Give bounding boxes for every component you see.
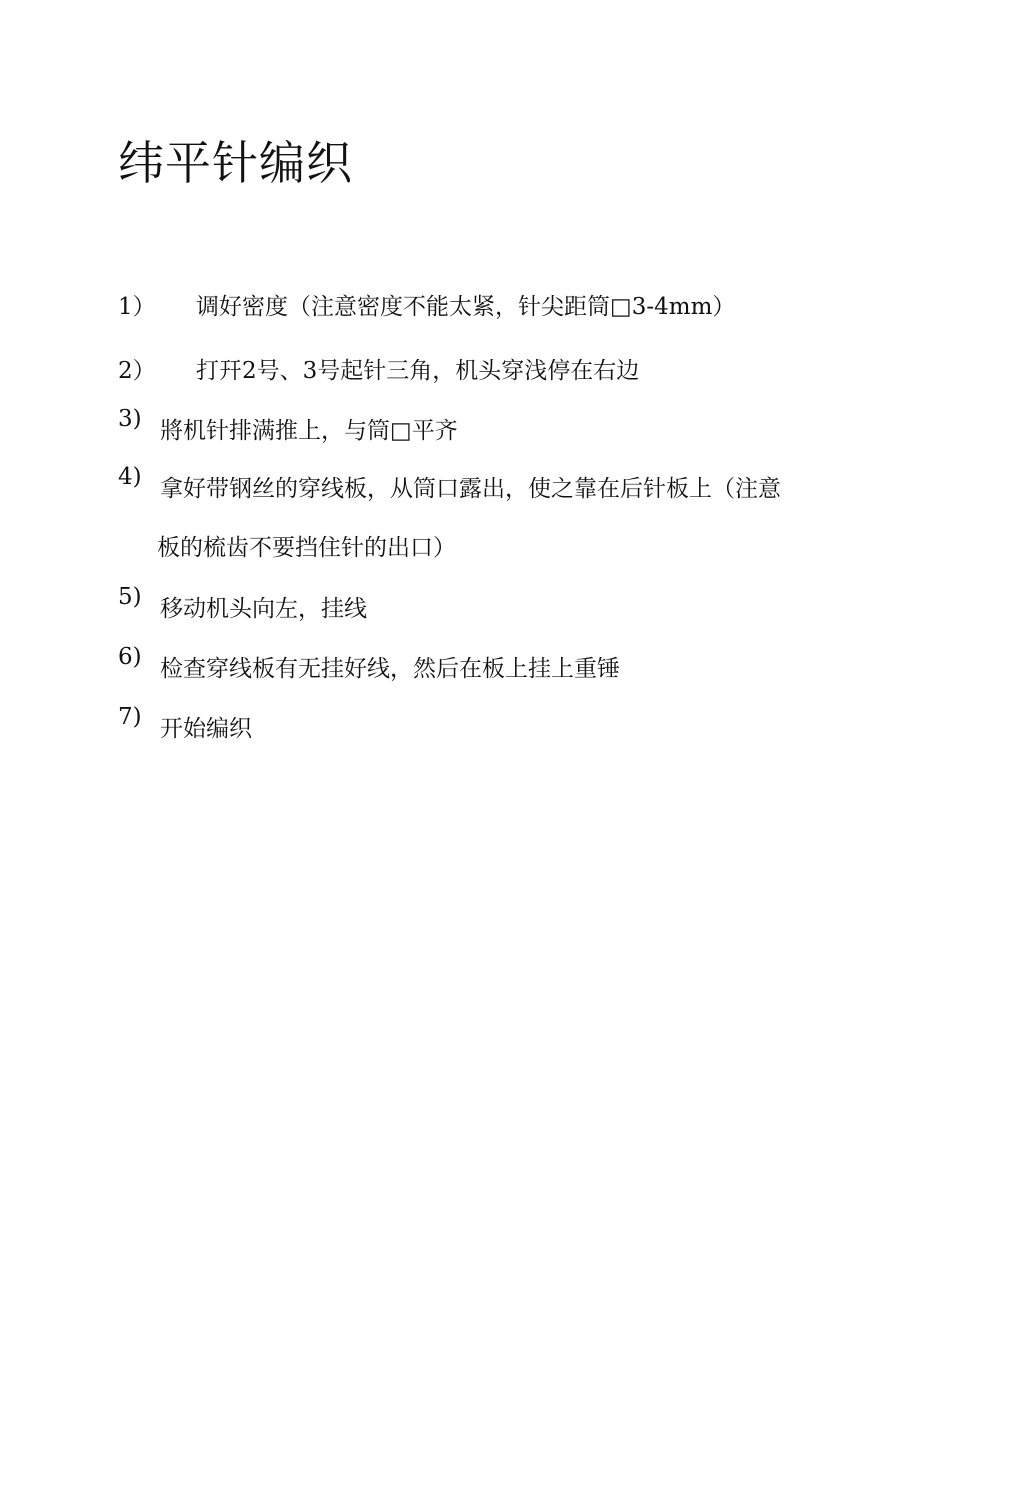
step-number: 6) xyxy=(118,644,142,670)
step-item-3 xyxy=(0,408,1024,448)
step-number: 1） xyxy=(118,294,156,320)
step-text: 检查穿线板有无挂好线，然后在板上挂上重锤 xyxy=(160,656,620,682)
step-item-1 xyxy=(0,296,1024,336)
step-item-4 xyxy=(0,466,1024,506)
step-text: 打幵2号、3号起针三角，机头穿浅停在右边 xyxy=(196,358,640,384)
document-title: 纬平针编织 xyxy=(118,136,353,190)
step-item-5 xyxy=(0,586,1024,626)
step-text: 拿好带钢丝的穿线板，从筒口露出，使之靠在后针板上（注意 xyxy=(160,476,781,502)
step-text-continuation: 板的梳齿不要挡住针的出口） xyxy=(157,535,456,561)
step-text: 开始编织 xyxy=(160,716,252,742)
step-item-6 xyxy=(0,646,1024,686)
step-number: 7) xyxy=(118,704,142,730)
step-item-2 xyxy=(0,360,1024,400)
step-item-7 xyxy=(0,706,1024,746)
step-text: 將机针排满推上，与筒□平齐 xyxy=(160,418,458,444)
step-number: 3) xyxy=(118,406,142,432)
step-number: 4) xyxy=(118,464,142,490)
step-number: 2） xyxy=(118,358,156,384)
step-text: 移动机头向左，挂线 xyxy=(160,596,367,622)
step-text: 调好密度（注意密度不能太紧，针尖距筒□3-4mm） xyxy=(196,294,736,320)
step-number: 5) xyxy=(118,584,142,610)
